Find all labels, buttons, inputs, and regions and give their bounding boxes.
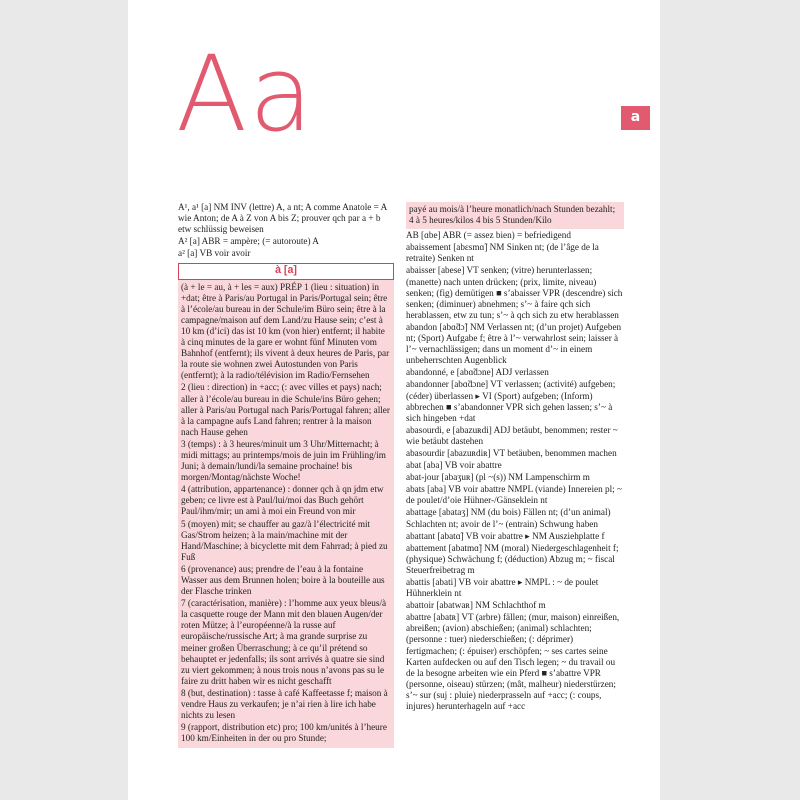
headword-a: à [a] [275,264,297,277]
entry-abat-jour: abat-jour [abaʒuʀ] (pl ~(s)) NM Lampenschirm m [406,472,590,483]
entry-abattis: abattis [abati] VB voir abattre ▸ NMPL : ~ de poulet Hühnerklein nt [406,577,599,599]
sense-7: 7 (caractérisation, manière) : l’homme aux yeux bleus/à la casquette rouge der Mann mit den blauen Augen/der roten Mütze; à l’européenne/à la russe auf europäische/russische Art; à ma grande surprise zu meiner großen Überraschung; à ce qu’il prétend so behauptet er jedenfalls; ils sont arrivés à quatre sie sind zu viert gekommen; à nous trois nous n’avons pas su le faire zu dritt haben wir es nicht geschafft [181,598,387,686]
entry-abandonne: abandonné, e [abɑ̃dɔne] ADJ verlassen [406,367,549,378]
sense-6: 6 (provenance) aus; prendre de l’eau à la fontaine Wasser aus dem Brunnen holen; boire à la bouteille aus der Flasche trinken [181,563,385,597]
sense-3: 3 (temps) : à 3 heures/minuit um 3 Uhr/Mitternacht; à midi mittags; au printemps/mois de juin im Frühling/im Juni; à demain/lundi/la semaine prochaine! bis morgen/Montag/nächste Woche! [181,438,386,483]
entry-a-body [178,280,394,749]
entry-abats: abats [aba] VB voir abattre NMPL (viande) Innereien pl; ~ de poulet/d’oie Hühner-/Gänseklein nt [406,484,622,506]
entry-abattage: abattage [abataʒ] NM (du bois) Fällen nt; (d’un animal) Schlachten nt; avoir de l’~ (entrain) Schwung haben [406,507,611,529]
sense-9: 9 (rapport, distribution etc) pro; 100 km/unités à l’heure 100 km/Einheiten in der ou pro Stunde; [181,722,387,744]
sense-8: 8 (but, destination) : tasse à café Kaffeetasse f; maison à vendre Haus zu verkaufen; je n’ai rien à lire ich habe nichts zu lesen [181,687,388,721]
entry-abattement: abattement [abatmɑ̃] NM (moral) Niedergeschlagenheit f; (physique) Schwächung f; (déduction) Abzug m; ~ fiscal Steuerfreibetrag m [406,542,619,575]
entry-abasourdir: abasourdir [abazuʀdiʀ] VT betäuben, benommen machen [406,447,617,458]
entry-abaisser: abaisser [abese] VT senken; (vitre) herunterlassen; (manette) nach unten drücken; (prix, limite, niveau) senken; (fig) demütigen ■ s’abaisser VPR (descendre) sich senken; (diminuer) abnehmen; s’~ à faire qch sich herablassen, etw zu tun; s’~ à qch sich zu etw herablassen [406,265,623,320]
sense-4: 4 (attribution, appartenance) : donner qch à qn jdm etw geben; ce livre est à Paul/lui/moi das Buch gehört Paul/ihm/mir; un ami à moi ein Freund von mir [181,484,384,517]
entry-ab: AB [ɑbe] ABR (= assez bien) = befriedigend [406,230,571,241]
entry-a-continued: payé au mois/à l’heure monatlich/nach Stunden bezahlt; 4 à 5 heures/kilos 4 bis 5 Stunden/Kilo [406,202,624,229]
entry-abat: abat [aba] VB voir abattre [406,460,502,471]
entry-abasourdi: abasourdi, e [abazuʀdi] ADJ betäubt, benommen; rester ~ wie betäubt dastehen [406,424,618,446]
sense-2: 2 (lieu : direction) in +acc; (: avec villes et pays) nach; aller à l’école/au bureau in die Schule/ins Büro gehen; aller à Paris/au Portugal nach Paris/Portugal fahren; aller à la campagne aufs Land fahren; rentrer à la maison nach Hause gehen [181,382,390,437]
sense-1: (à + le = au, à + les = aux) PRÉP 1 (lieu : situation) in +dat; être à Paris/au Portugal in Paris/Portugal sein; être à l’école/au bureau in der Schule/im Büro sein; être à la campagne/maison auf dem Land/zu Hause sein; c’est à 10 km (d’ici) das ist 10 km (von hier) entfernt; il habite à cinq minutes de la gare er wohnt fünf Minuten vom Bahnhof (entfernt); ils vivent à deux heures de Paris, par la route sie wohnen zwei Autostunden von Paris (entfernt); à la radio/télévision im Radio/Fernsehen [181,281,390,381]
left-column [178,202,394,748]
thumb-index-tab[interactable]: a [621,106,650,130]
right-column [406,202,624,713]
entry-abattoir: abattoir [abatwaʀ] NM Schlachthof m [406,600,546,611]
entry-abaissement: abaissement [abɛsmɑ̃] NM Sinken nt; (de l’âge de la retraite) Senken nt [406,242,599,264]
section-letter: Aa [176,33,315,155]
entry-a2: A² [a] ABR = ampère; (= autoroute) A [178,236,319,247]
entry-abandon: abandon [abɑ̃dɔ̃] NM Verlassen nt; (d’un projet) Aufgeben nt; (Sport) Aufgabe f; être à l’~ verwahrlost sein; laisser à l’~ vernachlässigen; dans un moment d’~ in einem unbeherrschten Augenblick [406,321,622,366]
entry-a-box-heading [178,263,394,279]
entry-abattre: abattre [abatʀ] VT (arbre) fällen; (mur, maison) einreißen, abreißen; (avion) abschießen; (animal) schlachten; (personne : tuer) niederschießen; (: déprimer) fertigmachen; (: épuiser) erschöpfen; ~ ses cartes seine Karten aufdecken ou auf den Tisch legen; ~ du travail ou de la besogne arbeiten wie ein Pferd ■ s’abattre VPR (personne, oiseau) stürzen; (mât, malheur) niederstürzen; s’~ sur (suj : pluie) niederprasseln auf +acc; (: coups, injures) herunterhagеln auf +acc [406,612,620,712]
entry-abandonner: abandonner [abɑ̃dɔne] VT verlassen; (activité) aufgeben; (céder) überlassen ▸ VI (Sport) aufgeben; (Inform) abbrechen ■ s’abandonner VPR sich gehen lassen; s’~ à sich hingeben +dat [406,379,616,423]
entry-a3: a² [a] VB voir avoir [178,248,251,259]
entry-a1: A¹, a¹ [a] NM INV (lettre) A, a nt; A comme Anatole = A wie Anton; de A à Z von A bis Z; prouver qch par a + b etw schlüssig beweisen [178,202,387,235]
sense-5: 5 (moyen) mit; se chauffer au gaz/à l’électricité mit Gas/Strom heizen; à la main/machine mit der Hand/Maschine; à bicyclette mit dem Fahrrad; à pied zu Fuß [181,518,388,562]
entry-abattant: abattant [abatɑ̃] VB voir abattre ▸ NM Ausziehplatte f [406,530,605,541]
